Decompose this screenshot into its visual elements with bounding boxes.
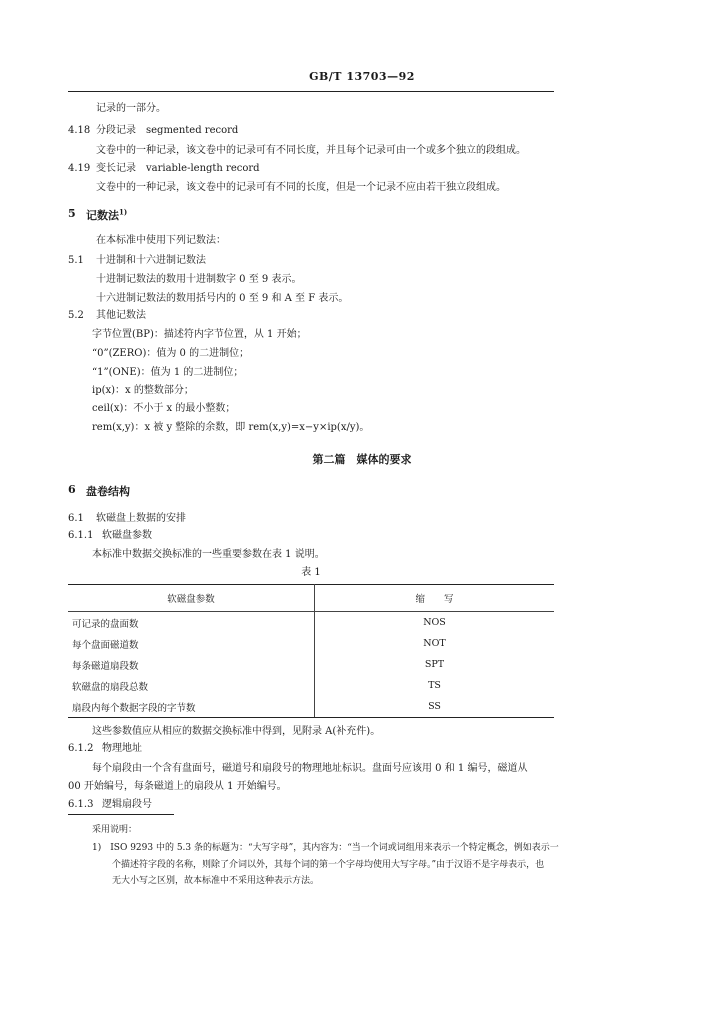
notation-item: ceil(x)：不小于 x 的最小整数；: [92, 403, 236, 414]
table-header-cell: 软磁盘参数: [68, 585, 315, 612]
table-row: [68, 696, 554, 718]
table-row: [68, 675, 554, 696]
footnote-marker: 1): [119, 207, 128, 217]
term-definition: 文卷中的一种记录，该文卷中的记录可有不同长度，并且每个记录可由一个或多个独立的段组成。: [96, 145, 526, 156]
text-line: 在本标准中使用下列记数法：: [96, 235, 226, 246]
section-number: 4.19: [68, 163, 91, 174]
table-header-row: [68, 585, 554, 612]
table-cell-abbr: NOT: [423, 638, 446, 649]
text-line: 十进制记数法的数用十进制数字 0 至 9 表示。: [96, 274, 302, 285]
table-cell-abbr: NOS: [423, 617, 446, 628]
table-caption: 表 1: [301, 567, 321, 578]
table-cell-abbr: SS: [315, 696, 555, 718]
footnote-line: 1) ISO 9293 中的 5.3 条的标题为：“大写字母”，其内容为：“当一个词或词组用来表示一个特定概念，例如表示一: [92, 843, 559, 853]
table-row: [68, 633, 554, 654]
table-cell-param: 每个盘面磁道数: [68, 633, 315, 654]
notation-item: “1”(ONE)：值为 1 的二进制位；: [92, 367, 244, 378]
section-number: 6.1.3: [68, 799, 94, 810]
text-line: 本标准中数据交换标准的一些重要参数在表 1 说明。: [92, 549, 325, 560]
section-number: 5.2: [68, 310, 84, 321]
notation-item: “0”(ZERO)：值为 0 的二进制位；: [92, 348, 250, 359]
section-number: 5.1: [68, 255, 84, 266]
term-definition: 文卷中的一种记录，该文卷中的记录可有不同的长度，但是一个记录不应由若干独立段组成。: [96, 182, 506, 193]
subsection-heading: 十进制和十六进制记数法: [96, 255, 206, 266]
table-header-cell: 缩 写: [315, 585, 555, 612]
section-number: 5: [68, 207, 76, 220]
table-row: [68, 654, 554, 675]
table-cell-param: 每条磁道扇段数: [68, 654, 315, 675]
section-number: 4.18: [68, 125, 91, 136]
text-line: 这些参数值应从相应的数据交换标准中得到，见附录 A(补充件)。: [92, 726, 381, 737]
text-line: 每个扇段由一个含有盘面号，磁道号和扇段号的物理地址标识。盘面号应该用 0 和 1 编号，磁道从: [92, 763, 528, 774]
text-line: 记录的一部分。: [96, 103, 166, 114]
part-heading: 第二篇 媒体的要求: [312, 453, 412, 466]
notation-item: rem(x,y)：x 被 y 整除的余数，即 rem(x,y)=x−y×ip(x/y)。: [92, 422, 370, 433]
subsection-heading: 软磁盘参数: [102, 530, 152, 541]
parameter-table: [68, 584, 554, 718]
section-heading-text: 记数法: [86, 209, 119, 222]
section-number: 6.1.1: [68, 530, 94, 541]
term-heading: 分段记录 segmented record: [96, 125, 239, 136]
table-cell-abbr: SPT: [424, 659, 445, 670]
footnote-line: 无大小写之区别，故本标准中不采用这种表示方法。: [112, 876, 320, 886]
term-heading: 变长记录 variable-length record: [96, 163, 260, 174]
table-cell-param: 可记录的盘面数: [68, 612, 315, 634]
footnote-line: 个描述符字段的名称，则除了介词以外，其每个词的第一个字母均使用大写字母。”由于汉语不是字母表示，也: [112, 860, 545, 870]
notation-item: 字节位置(BP)：描述符内字节位置，从 1 开始；: [92, 329, 307, 340]
subsection-heading: 其他记数法: [96, 310, 146, 321]
footnote-separator: [68, 814, 174, 815]
section-number: 6.1: [68, 513, 84, 524]
subsection-heading: 物理地址: [102, 743, 142, 754]
text-line: 00 开始编号，每条磁道上的扇段从 1 开始编号。: [68, 781, 287, 792]
section-number: 6: [68, 483, 76, 496]
page-header-title: GB/T 13703—92: [309, 70, 415, 83]
table-cell-abbr: TS: [428, 680, 441, 691]
table-cell-param: 软磁盘的扇段总数: [68, 675, 315, 696]
subsection-heading: 软磁盘上数据的安排: [96, 513, 186, 524]
footnote-title: 采用说明：: [92, 825, 138, 835]
table-row: [68, 612, 554, 634]
text-line: 十六进制记数法的数用括号内的 0 至 9 和 A 至 F 表示。: [96, 293, 349, 304]
section-heading: [86, 207, 127, 223]
notation-item: ip(x)：x 的整数部分；: [92, 385, 194, 396]
section-number: 6.1.2: [68, 743, 94, 754]
table-cell-param: 扇段内每个数据字段的字节数: [68, 696, 315, 718]
header-rule: [68, 91, 554, 92]
subsection-heading: 逻辑扇段号: [102, 799, 152, 810]
section-heading: 盘卷结构: [86, 485, 130, 498]
